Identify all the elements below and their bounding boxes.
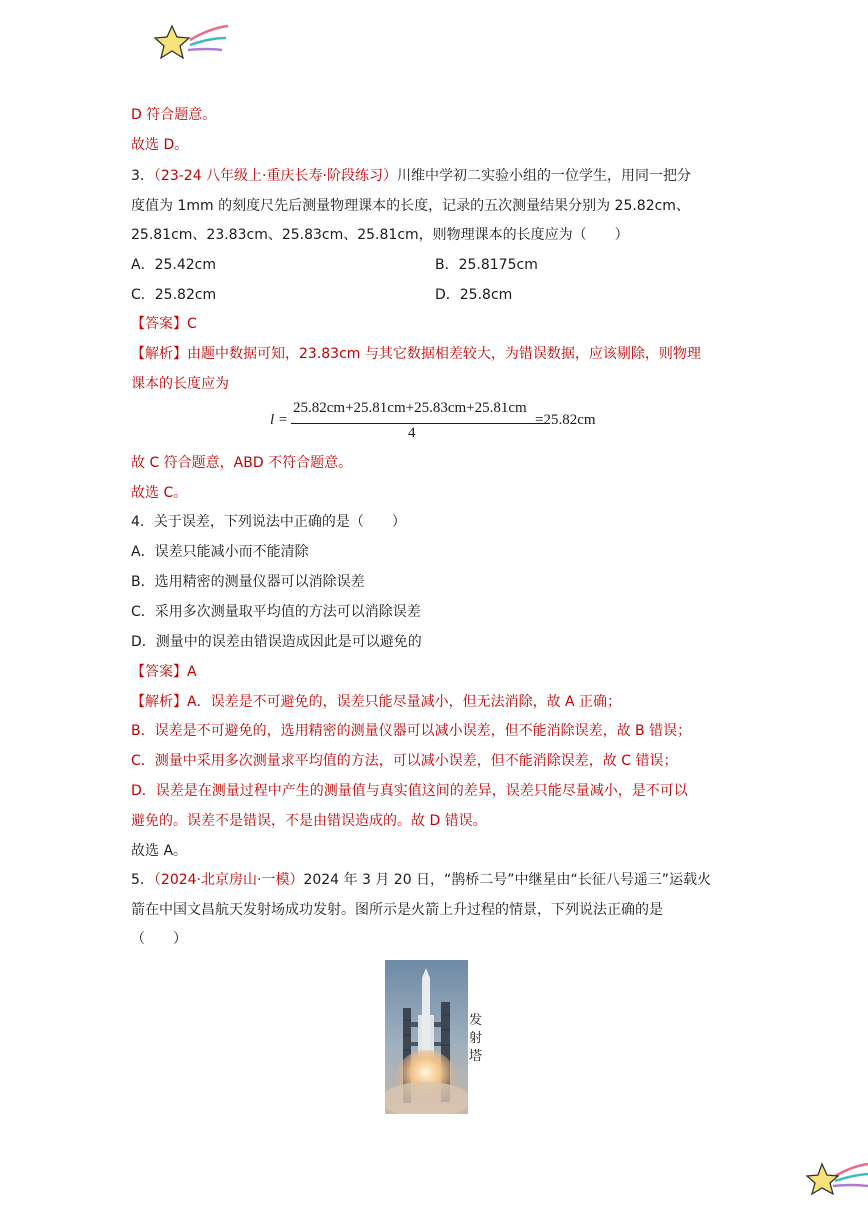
formula-denominator: 4 bbox=[408, 425, 416, 441]
fraction-bar bbox=[291, 423, 547, 424]
formula-numerator: 25.82cm+25.81cm+25.83cm+25.81cm bbox=[293, 400, 527, 416]
question-number: 3． bbox=[131, 168, 154, 184]
q3-option-d: D．25.8cm bbox=[435, 287, 513, 303]
q3-analysis-line-2: 课本的长度应为 bbox=[131, 376, 229, 392]
q3-option-a: A．25.42cm bbox=[131, 257, 216, 273]
question-number: 5． bbox=[131, 872, 154, 888]
length-formula bbox=[270, 400, 610, 450]
shooting-star-icon bbox=[805, 1158, 868, 1200]
question-source: （2024·北京房山·一模） bbox=[153, 872, 304, 888]
q4-analysis-line-5: 避免的。误差不是错误，不是由错误造成的。故 D 错误。 bbox=[131, 813, 487, 829]
formula-lhs: l = bbox=[270, 412, 289, 428]
q3-conclusion: 故 C 符合题意，ABD 不符合题意。 bbox=[131, 455, 353, 471]
q3-option-c: C．25.82cm bbox=[131, 287, 217, 303]
q4-analysis-line-1: 【解析】A．误差是不可避免的，误差只能尽量减小，但无法消除，故 A 正确； bbox=[131, 694, 622, 710]
q3-option-b: B．25.8175cm bbox=[435, 257, 538, 273]
q4-option-d: D．测量中的误差由错误造成因此是可以避免的 bbox=[131, 634, 422, 650]
question-5-line-2: 箭在中国文昌航天发射场成功发射。图所示是火箭上升过程的情景，下列说法正确的是 bbox=[131, 902, 663, 918]
question-3-line-3: 25.81cm、23.83cm、25.83cm、25.81cm，则物理课本的长度应为（ ） bbox=[131, 227, 629, 243]
q4-option-b: B．选用精密的测量仪器可以消除误差 bbox=[131, 574, 365, 590]
question-source: （23-24 八年级上·重庆长寿·阶段练习） bbox=[153, 168, 397, 184]
question-5 bbox=[131, 870, 711, 890]
q4-choose: 故选 A。 bbox=[131, 843, 188, 859]
formula-result: =25.82cm bbox=[535, 412, 596, 428]
rocket-launch-photo bbox=[385, 960, 468, 1114]
q4-option-c: C．采用多次测量取平均值的方法可以消除误差 bbox=[131, 604, 421, 620]
shooting-star-icon bbox=[150, 18, 230, 63]
q3-analysis-line-1: 【解析】由题中数据可知，23.83cm 与其它数据相差较大，为错误数据，应该剔除，则物理 bbox=[131, 346, 701, 362]
q3-choose: 故选 C。 bbox=[131, 485, 188, 501]
question-3-line-2: 度值为 1mm 的刻度尺先后测量物理课本的长度，记录的五次测量结果分别为 25.82cm、 bbox=[131, 198, 690, 214]
q4-option-a: A．误差只能减小而不能清除 bbox=[131, 544, 309, 560]
choose-d-text: 故选 D。 bbox=[131, 137, 189, 153]
tower-label: 发射塔 bbox=[469, 1013, 483, 1064]
question-3 bbox=[131, 166, 691, 186]
question-5-line-3: （ ） bbox=[131, 931, 187, 947]
question-text: 2024 年 3 月 20 日，“鹊桥二号”中继星由“长征八号遥三”运载火 bbox=[303, 872, 712, 888]
q4-analysis-line-2: B．误差是不可避免的，选用精密的测量仪器可以减小误差，但不能消除误差，故 B 错误； bbox=[131, 723, 692, 739]
question-text: 川维中学初二实验小组的一位学生，用同一把分 bbox=[396, 168, 691, 184]
q4-analysis-line-4: D．误差是在测量过程中产生的测量值与真实值这间的差异，误差只能尽量减小，是不可以 bbox=[131, 783, 688, 799]
q4-analysis-line-3: C．测量中采用多次测量求平均值的方法，可以减小误差，但不能消除误差，故 C 错误； bbox=[131, 753, 678, 769]
q4-answer: 【答案】A bbox=[131, 664, 197, 680]
q3-answer: 【答案】C bbox=[131, 316, 197, 332]
d-conform-text: D 符合题意。 bbox=[131, 107, 217, 123]
question-4: 4．关于误差，下列说法中正确的是（ ） bbox=[131, 514, 406, 530]
